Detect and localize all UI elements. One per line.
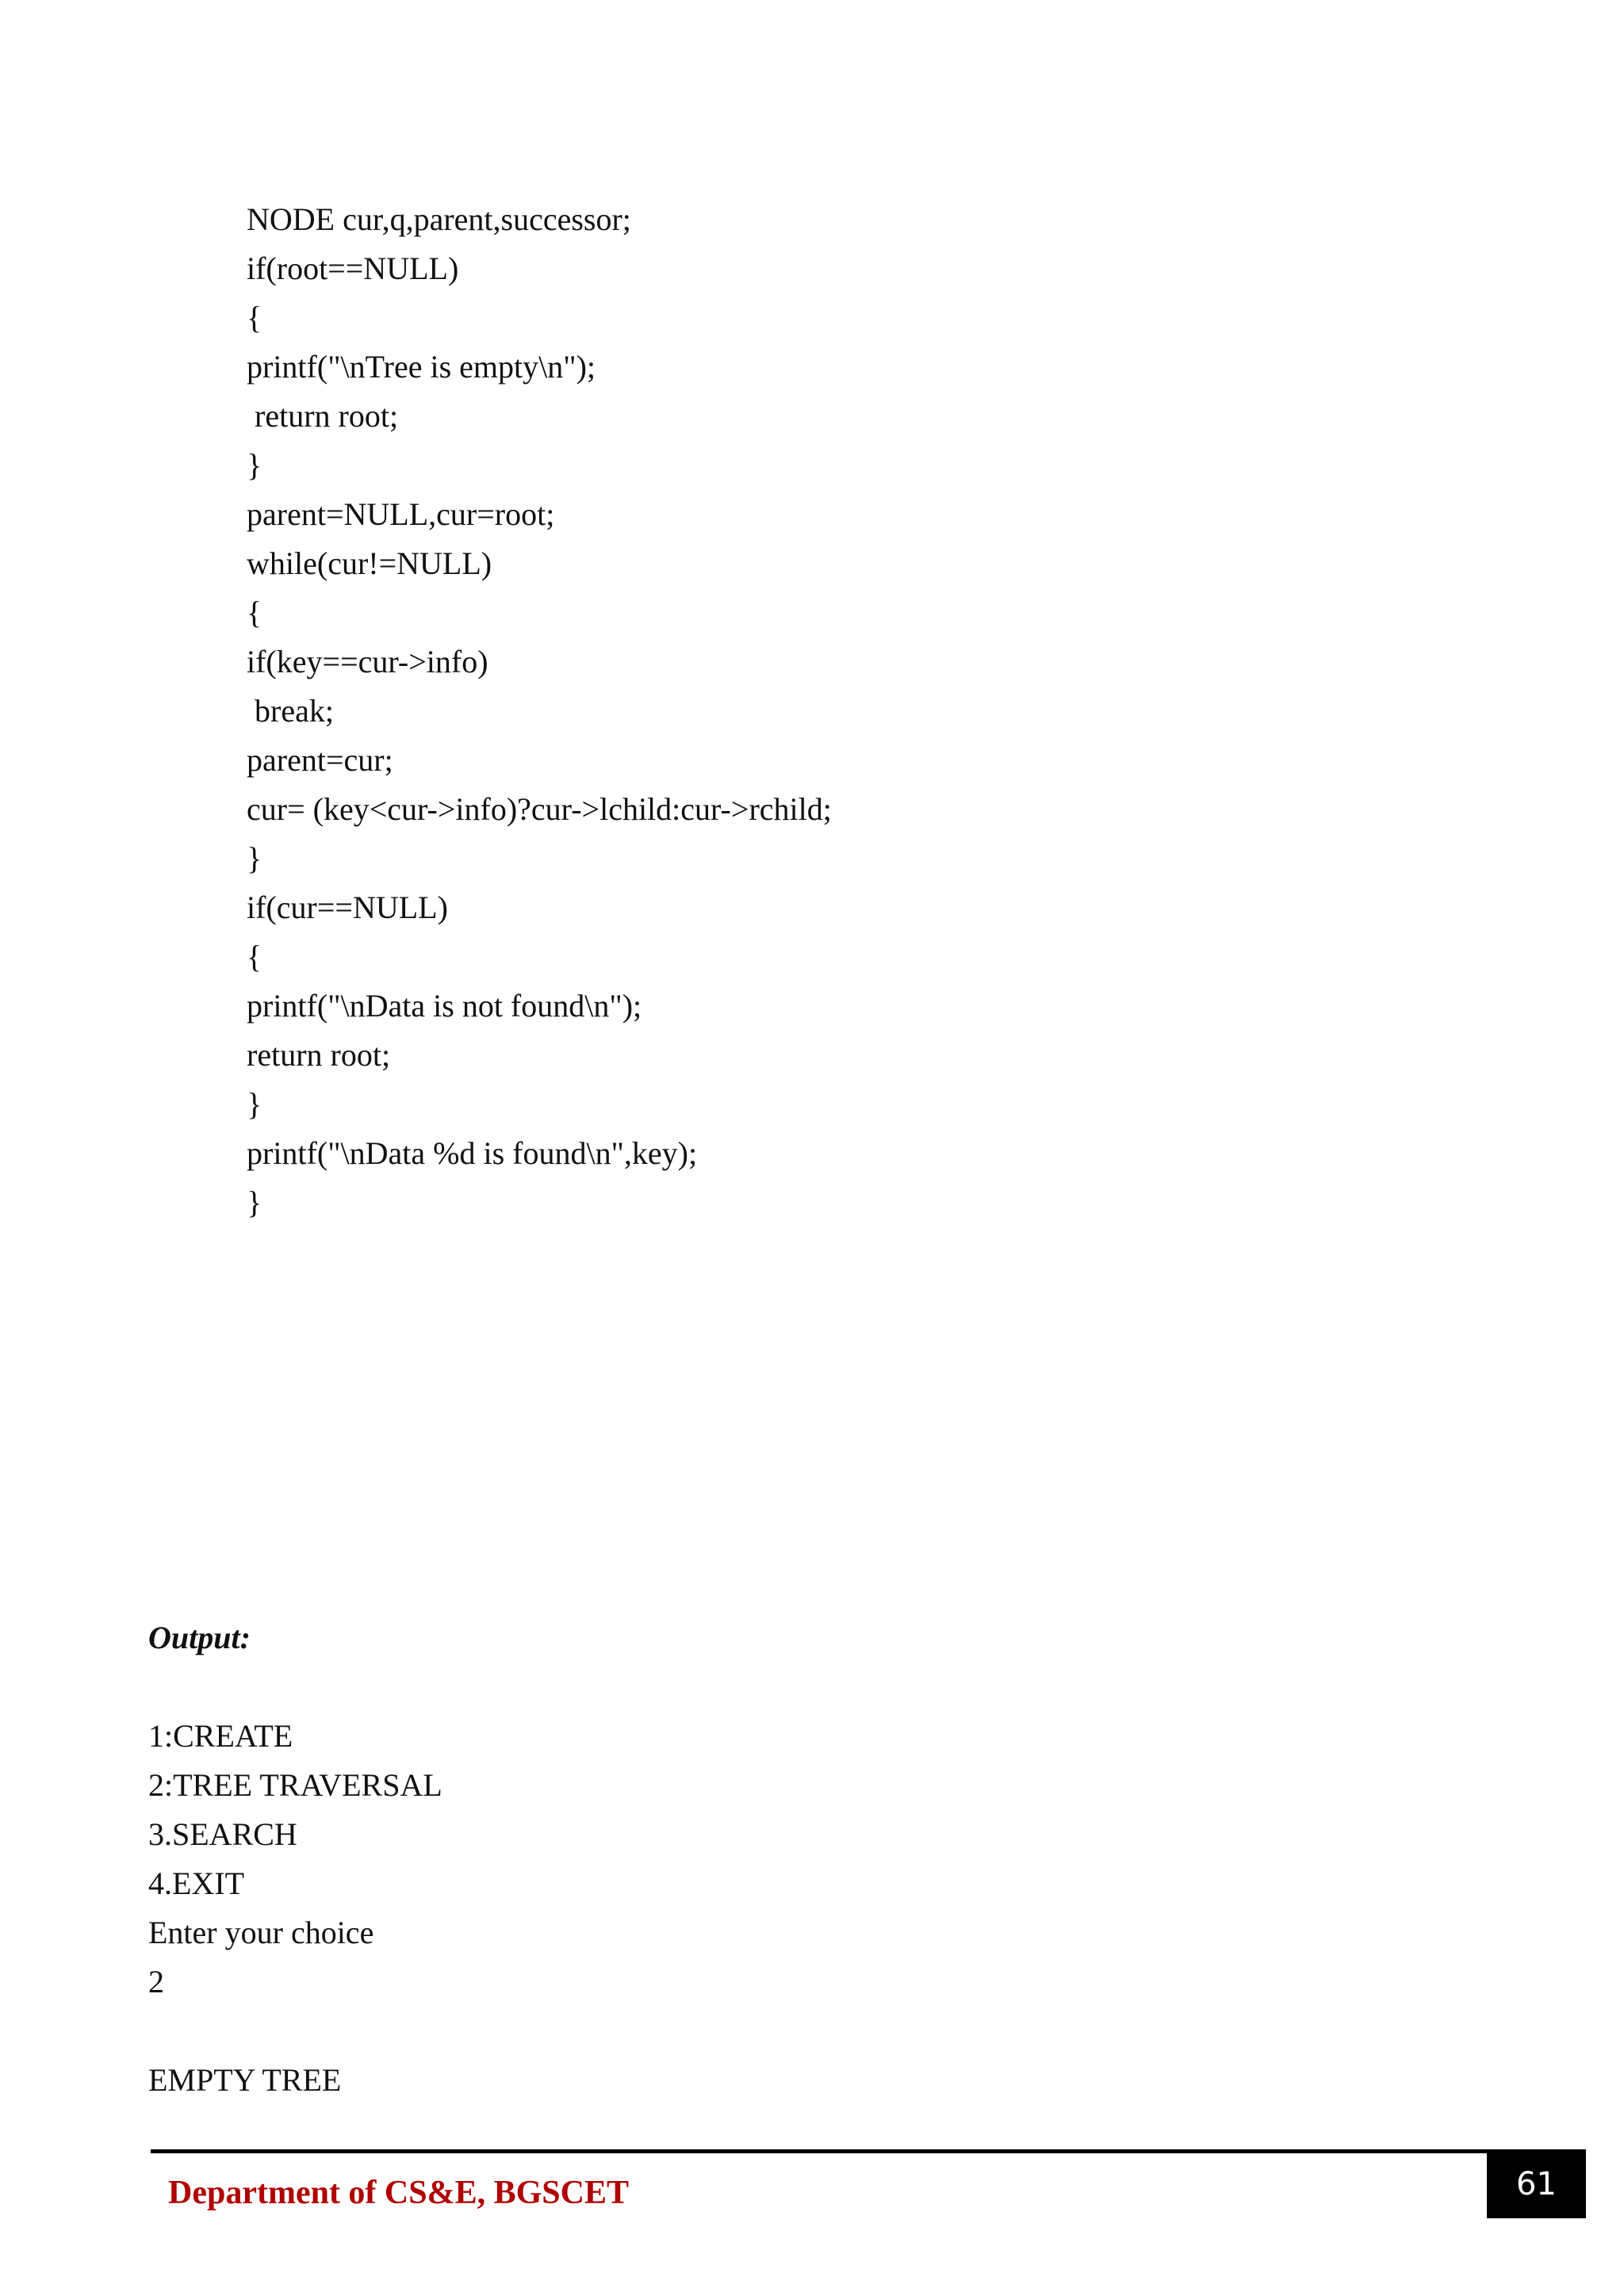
output-line: 4.EXIT	[148, 1866, 245, 1901]
code-line: return root;	[247, 1037, 391, 1073]
output-listing	[148, 1712, 442, 2105]
output-line: 2	[148, 1964, 164, 1999]
code-line: }	[247, 1086, 262, 1122]
output-line: 1:CREATE	[148, 1718, 293, 1754]
footer-department: Department of CS&E, BGSCET	[168, 2175, 630, 2211]
output-line: EMPTY TREE	[148, 2062, 342, 2098]
code-line: if(key==cur->info)	[247, 644, 488, 679]
code-line: break;	[247, 693, 334, 729]
code-line: printf("\nData %d is found\n",key);	[247, 1135, 698, 1171]
code-line: if(cur==NULL)	[247, 890, 448, 925]
code-line: while(cur!=NULL)	[247, 545, 492, 581]
page-number: 61	[1516, 2165, 1557, 2202]
code-line: printf("\nTree is empty\n");	[247, 349, 596, 385]
output-heading: Output:	[148, 1620, 251, 1655]
code-line: }	[247, 447, 262, 483]
code-line: {	[247, 595, 262, 630]
footer-divider	[151, 2149, 1487, 2153]
code-listing	[247, 195, 832, 1227]
code-line: printf("\nData is not found\n");	[247, 988, 642, 1024]
output-line: Enter your choice	[148, 1915, 374, 1950]
code-line: parent=NULL,cur=root;	[247, 496, 555, 532]
code-line: parent=cur;	[247, 742, 393, 778]
code-line: {	[247, 939, 262, 974]
code-line: NODE cur,q,parent,successor;	[247, 201, 631, 237]
code-line: }	[247, 1184, 262, 1220]
output-line: 2:TREE TRAVERSAL	[148, 1767, 442, 1803]
code-line: if(root==NULL)	[247, 251, 459, 286]
output-line: 3.SEARCH	[148, 1816, 297, 1852]
code-line: return root;	[247, 398, 399, 434]
page-number-badge	[1487, 2149, 1586, 2218]
output-line	[148, 2007, 442, 2056]
code-line: {	[247, 300, 262, 335]
code-line: }	[247, 840, 262, 876]
code-line: cur= (key<cur->info)?cur->lchild:cur->rchild;	[247, 791, 832, 827]
